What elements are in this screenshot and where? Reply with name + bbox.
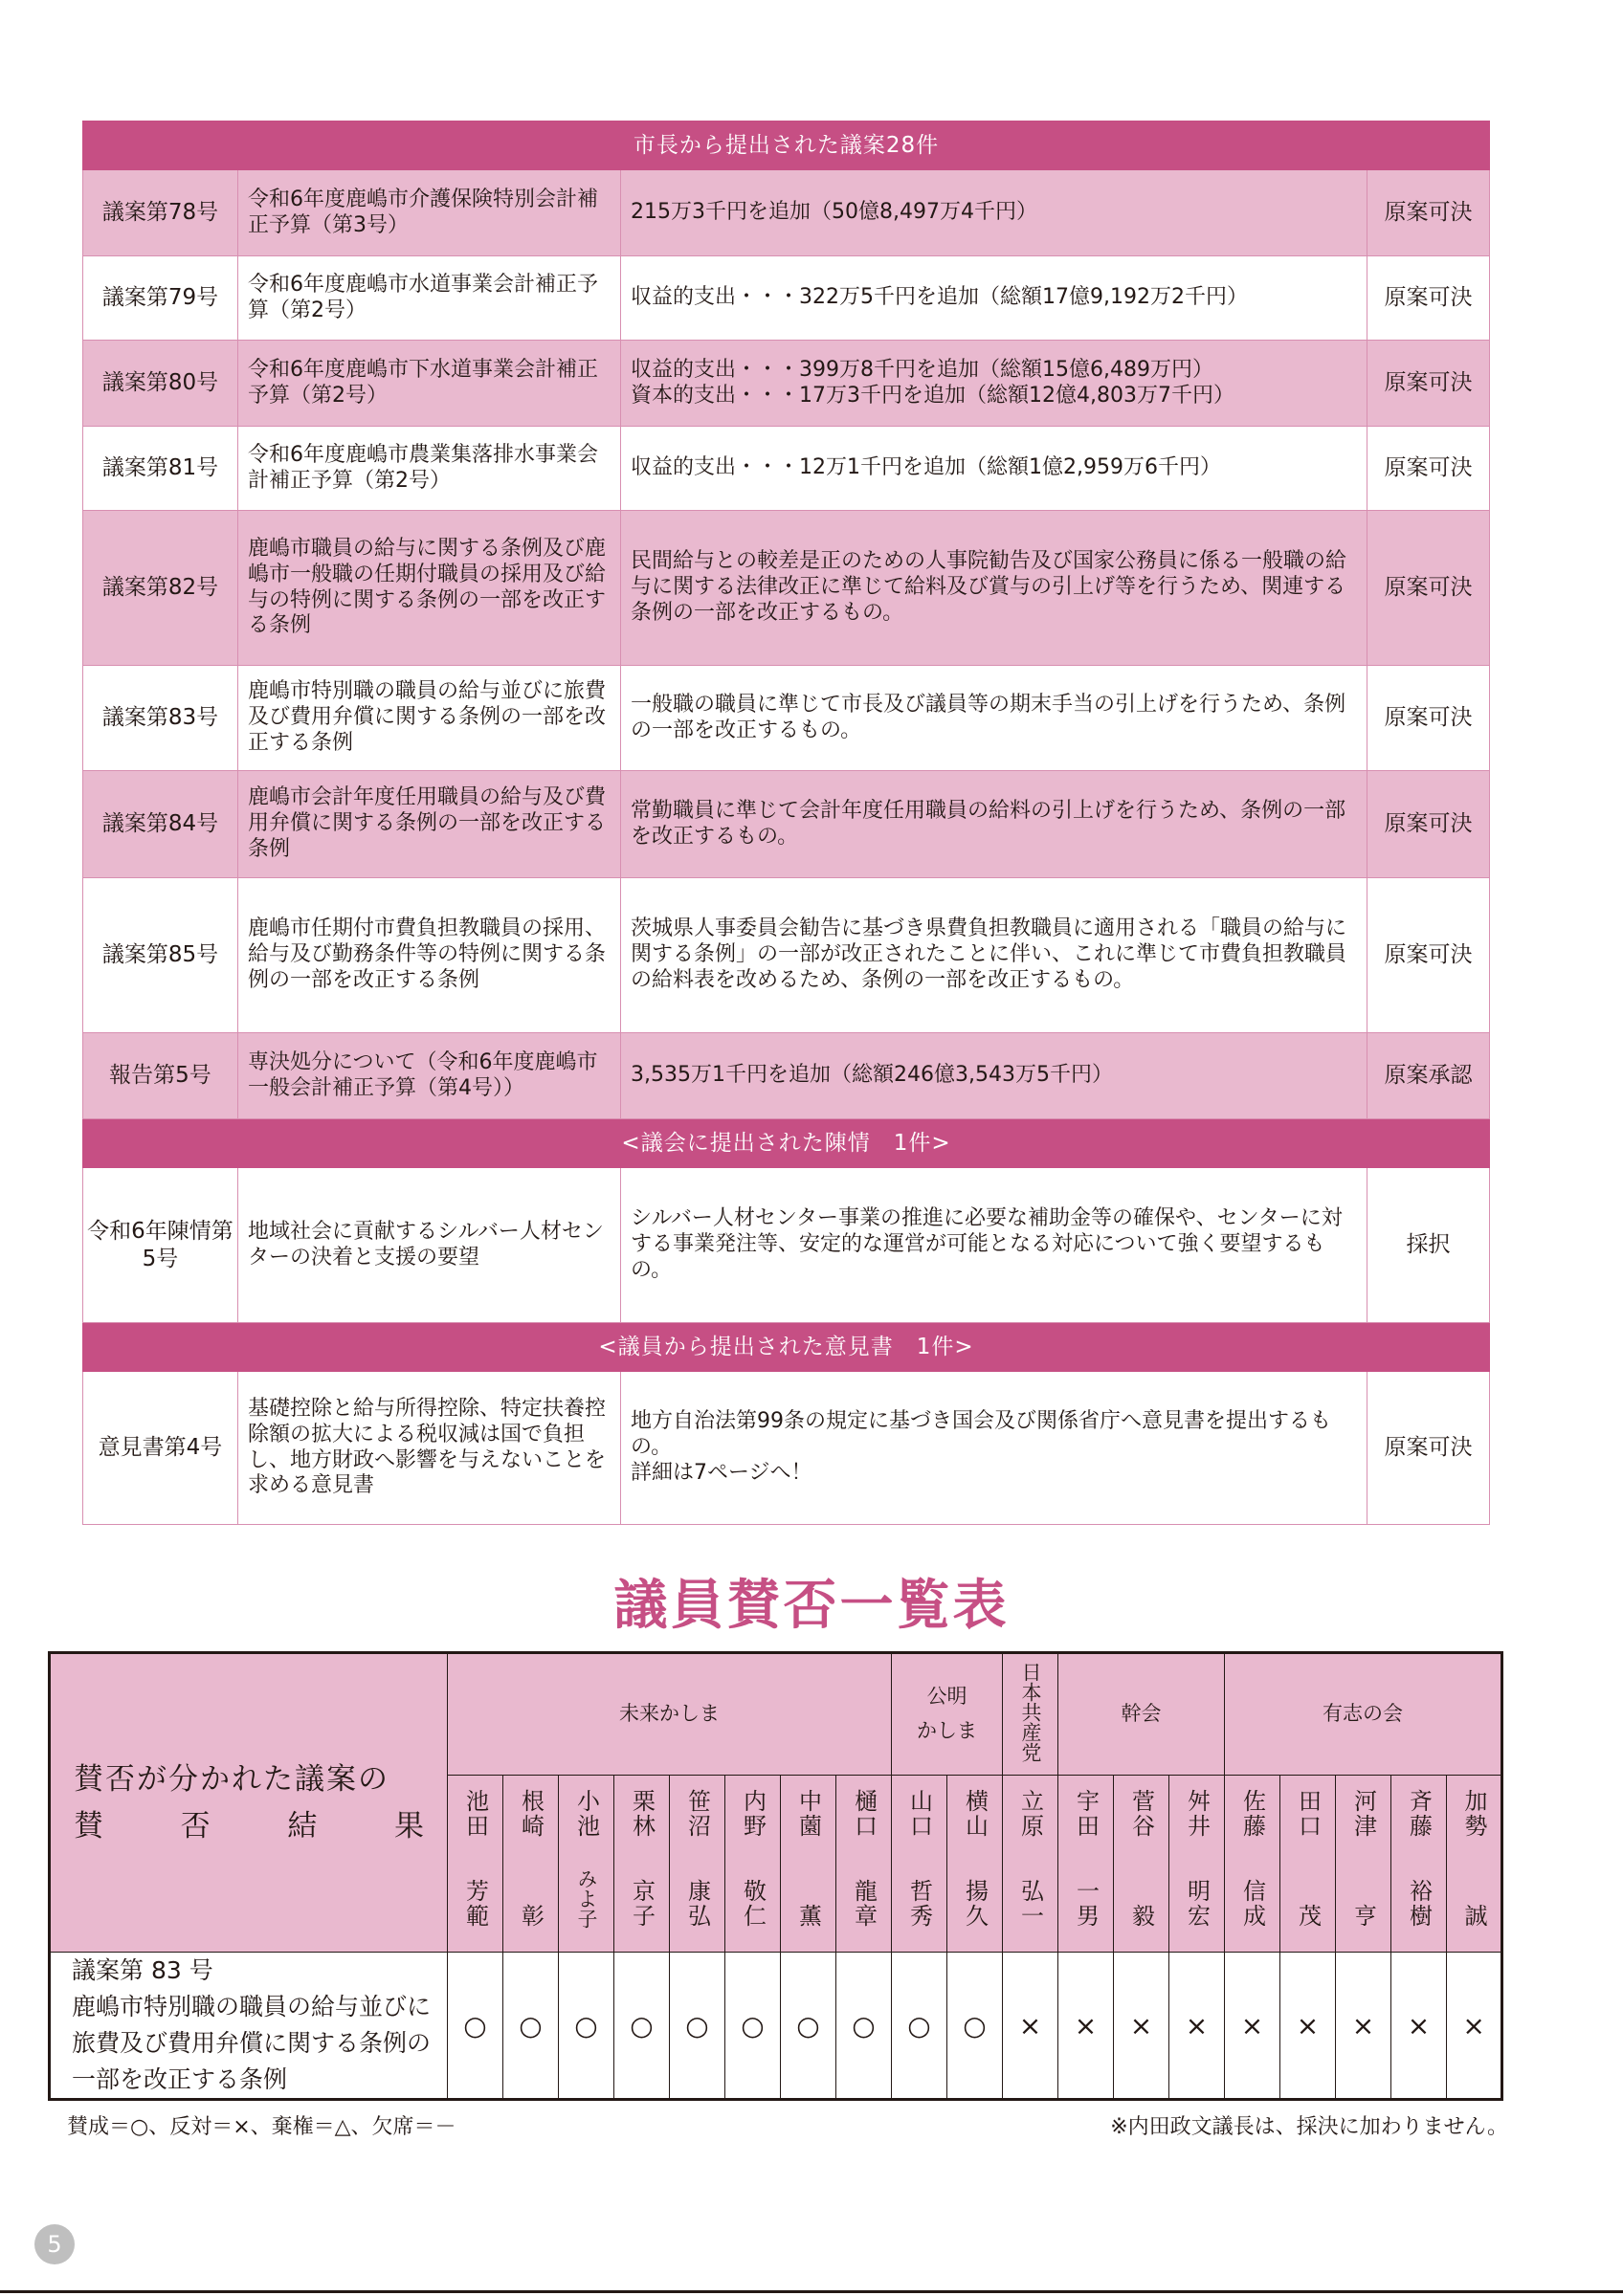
table-row bbox=[83, 771, 1490, 878]
member-given-name: 敬仁 bbox=[739, 1879, 767, 1929]
bill-result: 採択 bbox=[1367, 1168, 1490, 1323]
member-given-name: 薫 bbox=[794, 1904, 822, 1929]
vote-mark: ○ bbox=[503, 1953, 559, 2100]
bill-result: 原案可決 bbox=[1367, 341, 1490, 427]
corner-line-2 bbox=[74, 1803, 447, 1849]
member-family-name: 横山 bbox=[961, 1789, 989, 1839]
member-family-name: 立原 bbox=[1016, 1789, 1044, 1839]
member-family-name: 佐藤 bbox=[1238, 1789, 1266, 1839]
member-name-cell bbox=[670, 1776, 725, 1953]
bill-number: 議案第80号 bbox=[83, 341, 238, 427]
bill-number: 意見書第4号 bbox=[83, 1372, 238, 1525]
member-name bbox=[1169, 1789, 1224, 1929]
bill-number: 議案第85号 bbox=[83, 878, 238, 1033]
table-row bbox=[83, 666, 1490, 771]
member-name-cell bbox=[1391, 1776, 1447, 1953]
bills-table bbox=[82, 121, 1490, 1525]
member-family-name: 中薗 bbox=[794, 1789, 822, 1839]
bill-title: 令和6年度鹿嶋市水道事業会計補正予算（第2号） bbox=[238, 256, 621, 341]
vote-bill-label: 議案第 83 号 鹿嶋市特別職の職員の給与並びに 旅費及び費用弁償に関する条例の 一部を改正する条例 bbox=[50, 1953, 448, 2100]
member-family-name: 笹沼 bbox=[683, 1789, 711, 1839]
member-name bbox=[947, 1789, 1002, 1929]
vote-row bbox=[50, 1953, 1502, 2100]
vote-mark: × bbox=[1447, 1953, 1502, 2100]
member-name bbox=[559, 1789, 613, 1929]
member-name-cell bbox=[1280, 1776, 1336, 1953]
member-given-name: 信成 bbox=[1238, 1879, 1266, 1929]
vote-table bbox=[48, 1651, 1503, 2101]
bill-number: 議案第83号 bbox=[83, 666, 238, 771]
member-family-name: 池田 bbox=[461, 1789, 489, 1839]
member-family-name: 田口 bbox=[1294, 1789, 1322, 1839]
petition-row bbox=[83, 1168, 1490, 1323]
bill-number: 議案第84号 bbox=[83, 771, 238, 878]
member-name bbox=[781, 1789, 835, 1929]
bill-content: 民間給与との較差是正のための人事院勧告及び国家公務員に係る一般職の給与に関する法律改正に準じて給料及び賞与の引上げ等を行うため、関連する条例の一部を改正するもの。 bbox=[621, 511, 1367, 666]
member-name bbox=[892, 1789, 946, 1929]
party-header bbox=[1058, 1653, 1225, 1776]
member-given-name: 毅 bbox=[1127, 1904, 1155, 1929]
member-given-name: 京子 bbox=[628, 1879, 656, 1929]
vote-mark: ○ bbox=[725, 1953, 781, 2100]
bill-title: 鹿嶋市特別職の職員の給与並びに旅費及び費用弁償に関する条例の一部を改正する条例 bbox=[238, 666, 621, 771]
petition-section-header-label: <議会に提出された陳情 1件> bbox=[83, 1119, 1490, 1168]
bill-content: 3,535万1千円を追加（総額246億3,543万5千円） bbox=[621, 1033, 1367, 1119]
member-name-cell bbox=[892, 1776, 947, 1953]
member-given-name: 芳範 bbox=[461, 1879, 489, 1929]
bill-title: 鹿嶋市任期付市費負担教職員の採用、給与及び勤務条件等の特例に関する条例の一部を改正する条例 bbox=[238, 878, 621, 1033]
mayor-section-header bbox=[83, 121, 1490, 170]
member-family-name: 菅谷 bbox=[1127, 1789, 1155, 1839]
member-name-cell bbox=[836, 1776, 892, 1953]
party-header bbox=[448, 1653, 892, 1776]
member-name-cell bbox=[1058, 1776, 1114, 1953]
member-given-name: 弘一 bbox=[1016, 1879, 1044, 1929]
member-name-cell bbox=[725, 1776, 781, 1953]
member-given-name: 彰 bbox=[517, 1904, 545, 1929]
member-given-name: 誠 bbox=[1460, 1904, 1488, 1929]
bill-title: 令和6年度鹿嶋市下水道事業会計補正予算（第2号） bbox=[238, 341, 621, 427]
bill-number: 議案第79号 bbox=[83, 256, 238, 341]
bill-result: 原案可決 bbox=[1367, 666, 1490, 771]
member-name bbox=[836, 1789, 891, 1929]
party-header bbox=[1225, 1653, 1502, 1776]
bill-content: 一般職の職員に準じて市長及び議員等の期末手当の引上げを行うため、条例の一部を改正するもの。 bbox=[621, 666, 1367, 771]
vote-mark: ○ bbox=[670, 1953, 725, 2100]
bill-content: 収益的支出・・・399万8千円を追加（総額15億6,489万円） 資本的支出・・・17万3千円を追加（総額12億4,803万7千円） bbox=[621, 341, 1367, 427]
member-name bbox=[1280, 1789, 1335, 1929]
member-name-cell bbox=[503, 1776, 559, 1953]
vote-mark: × bbox=[1114, 1953, 1169, 2100]
bill-result: 原案可決 bbox=[1367, 771, 1490, 878]
vote-mark: × bbox=[1003, 1953, 1058, 2100]
bill-number: 議案第82号 bbox=[83, 511, 238, 666]
member-name bbox=[1447, 1789, 1501, 1929]
bill-content: 収益的支出・・・322万5千円を追加（総額17億9,192万2千円） bbox=[621, 256, 1367, 341]
bill-number: 議案第81号 bbox=[83, 427, 238, 511]
member-family-name: 宇田 bbox=[1072, 1789, 1100, 1839]
bill-number: 報告第5号 bbox=[83, 1033, 238, 1119]
member-given-name: 龍章 bbox=[850, 1879, 878, 1929]
bill-result: 原案可決 bbox=[1367, 511, 1490, 666]
corner-char: 否 bbox=[180, 1808, 212, 1843]
party-name: 公明 かしま bbox=[917, 1685, 977, 1742]
member-given-name: 亨 bbox=[1349, 1904, 1377, 1929]
vote-mark: ○ bbox=[892, 1953, 947, 2100]
table-row bbox=[83, 170, 1490, 256]
member-given-name: 茂 bbox=[1294, 1904, 1322, 1929]
member-given-name: 一男 bbox=[1072, 1879, 1100, 1929]
bottom-rule bbox=[0, 2290, 1623, 2293]
page-number: 5 bbox=[34, 2224, 75, 2264]
bill-content: 茨城県人事委員会勧告に基づき県費負担教職員に適用される「職員の給与に関する条例」の一部が改正されたことに伴い、これに準じて市費負担教職員の給料表を改めるため、条例の一部を改正するもの。 bbox=[621, 878, 1367, 1033]
table-row bbox=[83, 1033, 1490, 1119]
member-family-name: 山口 bbox=[905, 1789, 933, 1839]
vote-mark: ○ bbox=[781, 1953, 836, 2100]
chair-note: ※内田政文議長は、採決に加わりません。 bbox=[1110, 2115, 1508, 2139]
member-name bbox=[1225, 1789, 1279, 1929]
member-family-name: 斉藤 bbox=[1405, 1789, 1433, 1839]
member-name-cell bbox=[781, 1776, 836, 1953]
member-given-name: 揚久 bbox=[961, 1879, 989, 1929]
bill-number: 令和6年陳情第5号 bbox=[83, 1168, 238, 1323]
mayor-section-header-label: 市長から提出された議案28件 bbox=[83, 121, 1490, 170]
member-given-name: 裕樹 bbox=[1405, 1879, 1433, 1929]
party-name: 有志の会 bbox=[1323, 1702, 1404, 1726]
member-given-name: 哲秀 bbox=[905, 1879, 933, 1929]
vote-table-title: 議員賛否一覧表 bbox=[613, 1575, 1010, 1637]
member-name-cell bbox=[559, 1776, 614, 1953]
member-name-cell bbox=[1169, 1776, 1225, 1953]
table-row bbox=[83, 256, 1490, 341]
member-name-cell bbox=[1447, 1776, 1502, 1953]
member-given-name: 明宏 bbox=[1183, 1879, 1211, 1929]
bill-content: 215万3千円を追加（50億8,497万4千円） bbox=[621, 170, 1367, 256]
member-name bbox=[503, 1789, 558, 1929]
corner-char: 結 bbox=[287, 1808, 320, 1843]
vote-mark: ○ bbox=[836, 1953, 892, 2100]
vote-table-corner bbox=[50, 1653, 448, 1953]
member-name bbox=[670, 1789, 724, 1929]
bill-title: 鹿嶋市会計年度任用職員の給与及び費用弁償に関する条例の一部を改正する条例 bbox=[238, 771, 621, 878]
member-name-cell bbox=[614, 1776, 670, 1953]
member-family-name: 内野 bbox=[739, 1789, 767, 1839]
member-name-cell bbox=[1003, 1776, 1058, 1953]
corner-char: 賛 bbox=[74, 1808, 105, 1843]
vote-mark: × bbox=[1058, 1953, 1114, 2100]
corner-char: 果 bbox=[393, 1808, 426, 1843]
bill-number: 議案第78号 bbox=[83, 170, 238, 256]
member-name bbox=[1391, 1789, 1446, 1929]
bill-title: 鹿嶋市職員の給与に関する条例及び鹿嶋市一般職の任期付職員の採用及び給与の特例に関する条例の一部を改正する条例 bbox=[238, 511, 621, 666]
bill-content: 地方自治法第99条の規定に基づき国会及び関係省庁へ意見書を提出するもの。 詳細は7ページへ！ bbox=[621, 1372, 1367, 1525]
bill-result: 原案可決 bbox=[1367, 1372, 1490, 1525]
member-family-name: 栗林 bbox=[628, 1789, 656, 1839]
table-row bbox=[83, 341, 1490, 427]
table-row bbox=[83, 511, 1490, 666]
vote-mark: × bbox=[1336, 1953, 1391, 2100]
member-family-name: 河津 bbox=[1349, 1789, 1377, 1839]
bill-result: 原案承認 bbox=[1367, 1033, 1490, 1119]
member-name bbox=[1114, 1789, 1168, 1929]
party-row bbox=[50, 1653, 1502, 1776]
bill-content: シルバー人材センター事業の推進に必要な補助金等の確保や、センターに対する事業発注等、安定的な運営が可能となる対応について強く要望するもの。 bbox=[621, 1168, 1367, 1323]
bill-title: 基礎控除と給与所得控除、特定扶養控除額の拡大による税収減は国で負担し、地方財政へ影響を与えないことを求める意見書 bbox=[238, 1372, 621, 1525]
vote-mark: ○ bbox=[448, 1953, 503, 2100]
vote-mark: ○ bbox=[559, 1953, 614, 2100]
member-name bbox=[725, 1789, 780, 1929]
table-row bbox=[83, 427, 1490, 511]
bill-title: 令和6年度鹿嶋市農業集落排水事業会計補正予算（第2号） bbox=[238, 427, 621, 511]
vote-mark: × bbox=[1169, 1953, 1225, 2100]
party-header bbox=[1003, 1653, 1058, 1776]
party-name: 日本共産党 bbox=[1019, 1661, 1042, 1762]
vote-mark: × bbox=[1280, 1953, 1336, 2100]
vote-mark: × bbox=[1225, 1953, 1280, 2100]
table-row bbox=[83, 878, 1490, 1033]
member-given-name: みよ子 bbox=[575, 1868, 598, 1929]
member-name bbox=[448, 1789, 502, 1929]
member-name bbox=[614, 1789, 669, 1929]
member-name bbox=[1003, 1789, 1057, 1929]
bill-content: 常勤職員に準じて会計年度任用職員の給料の引上げを行うため、条例の一部を改正するもの。 bbox=[621, 771, 1367, 878]
member-name-cell bbox=[1225, 1776, 1280, 1953]
member-name bbox=[1336, 1789, 1390, 1929]
bill-result: 原案可決 bbox=[1367, 256, 1490, 341]
bill-content: 収益的支出・・・12万1千円を追加（総額1億2,959万6千円） bbox=[621, 427, 1367, 511]
bill-title: 専決処分について（令和6年度鹿嶋市一般会計補正予算（第4号）） bbox=[238, 1033, 621, 1119]
opinion-row bbox=[83, 1372, 1490, 1525]
bill-title: 地域社会に貢献するシルバー人材センターの決着と支援の要望 bbox=[238, 1168, 621, 1323]
member-family-name: 小池 bbox=[572, 1789, 600, 1839]
party-name: 未来かしま bbox=[619, 1702, 720, 1726]
bill-result: 原案可決 bbox=[1367, 427, 1490, 511]
petition-section-header bbox=[83, 1119, 1490, 1168]
vote-mark: × bbox=[1391, 1953, 1447, 2100]
member-name-cell bbox=[1336, 1776, 1391, 1953]
member-name-cell bbox=[947, 1776, 1003, 1953]
corner-line-1: 賛否が分かれた議案の bbox=[74, 1762, 389, 1798]
bill-result: 原案可決 bbox=[1367, 170, 1490, 256]
member-family-name: 加勢 bbox=[1460, 1789, 1488, 1839]
vote-mark: ○ bbox=[614, 1953, 670, 2100]
bill-result: 原案可決 bbox=[1367, 878, 1490, 1033]
vote-legend: 賛成＝○、反対＝×、棄権＝△、欠席＝－ bbox=[67, 2115, 456, 2139]
opinion-section-header-label: <議員から提出された意見書 1件> bbox=[83, 1323, 1490, 1372]
member-given-name: 康弘 bbox=[683, 1879, 711, 1929]
member-name-cell bbox=[448, 1776, 503, 1953]
bill-title: 令和6年度鹿嶋市介護保険特別会計補正予算（第3号） bbox=[238, 170, 621, 256]
member-name-cell bbox=[1114, 1776, 1169, 1953]
opinion-section-header bbox=[83, 1323, 1490, 1372]
member-family-name: 根崎 bbox=[517, 1789, 545, 1839]
member-family-name: 舛井 bbox=[1183, 1789, 1211, 1839]
member-name bbox=[1058, 1789, 1113, 1929]
member-family-name: 樋口 bbox=[850, 1789, 878, 1839]
party-header bbox=[892, 1653, 1003, 1776]
vote-mark: ○ bbox=[947, 1953, 1003, 2100]
party-name: 幹会 bbox=[1121, 1702, 1162, 1726]
